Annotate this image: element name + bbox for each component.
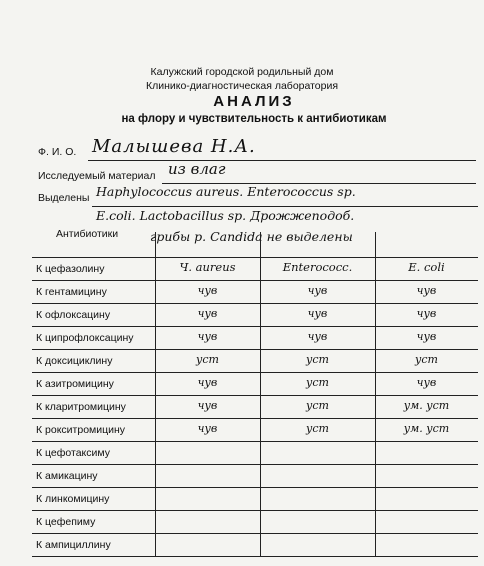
antibiotic-name: К линкомицину xyxy=(36,493,110,505)
row-divider xyxy=(32,257,478,258)
antibiotic-name: К амикацину xyxy=(36,470,98,482)
antibiotic-name: К гентамицину xyxy=(36,286,107,298)
row-divider xyxy=(32,418,478,419)
antibiotic-name: К доксициклину xyxy=(36,355,113,367)
row-divider xyxy=(32,441,478,442)
laboratory-name: Клинико-диагностическая лаборатория xyxy=(145,80,339,92)
antibiotic-name: К цефазолину xyxy=(36,263,105,275)
antibiotic-name: К цефепиму xyxy=(36,516,96,528)
row-divider xyxy=(32,395,478,396)
sensitivity-value: чув xyxy=(307,307,328,320)
row-divider xyxy=(32,464,478,465)
isolated-line-3: грибы р. Candida не выделены xyxy=(150,229,353,244)
sensitivity-value: чув xyxy=(416,376,437,389)
row-divider xyxy=(32,556,478,557)
row-divider xyxy=(32,510,478,511)
isolated-line-2: E.coli. Lactobacillus sp. Дрожжеподоб. xyxy=(96,208,355,223)
material-value: из влаг xyxy=(168,160,226,178)
form-title: АНАЛИЗ xyxy=(213,93,295,110)
antibiotics-header: Антибиотики xyxy=(56,228,119,240)
sensitivity-value: ум. уст xyxy=(403,399,450,412)
sensitivity-value: чув xyxy=(416,307,437,320)
row-divider xyxy=(32,487,478,488)
row-divider xyxy=(32,303,478,304)
antibiotic-name: К ципрофлоксацину xyxy=(36,332,134,344)
column-header: Enterococc. xyxy=(282,260,353,274)
fio-label: Ф. И. О. xyxy=(38,146,77,158)
row-divider xyxy=(32,533,478,534)
sensitivity-value: чув xyxy=(197,284,218,297)
antibiotic-name: К кларитромицину xyxy=(36,401,126,413)
antibiotic-name: К ампициллину xyxy=(36,539,111,551)
antibiotic-name: К азитромицину xyxy=(36,378,114,390)
sensitivity-value: чув xyxy=(307,330,328,343)
row-divider xyxy=(32,326,478,327)
row-divider xyxy=(32,372,478,373)
material-label: Исследуемый материал xyxy=(38,170,156,182)
sensitivity-value: чув xyxy=(197,376,218,389)
sensitivity-value: ум. уст xyxy=(403,422,450,435)
sensitivity-value: чув xyxy=(197,399,218,412)
sensitivity-value: чув xyxy=(197,307,218,320)
row-divider xyxy=(32,349,478,350)
column-header: E. coli xyxy=(408,260,445,274)
fio-value: Малышева Н.А. xyxy=(92,136,256,157)
sensitivity-value: чув xyxy=(197,330,218,343)
sensitivity-value: уст xyxy=(306,422,329,435)
organization-name: Калужский городской родильный дом xyxy=(150,66,334,78)
fio-underline xyxy=(88,160,476,161)
antibiotic-name: К цефотаксиму xyxy=(36,447,110,459)
antibiotic-name: К рокситромицину xyxy=(36,424,126,436)
row-divider xyxy=(32,280,478,281)
sensitivity-value: чув xyxy=(307,284,328,297)
sensitivity-value: уст xyxy=(306,353,329,366)
sensitivity-value: уст xyxy=(196,353,219,366)
isolated-label: Выделены xyxy=(38,192,90,204)
sensitivity-value: чув xyxy=(416,284,437,297)
sensitivity-value: чув xyxy=(197,422,218,435)
isolated-underline-1 xyxy=(92,206,478,207)
sensitivity-value: уст xyxy=(415,353,438,366)
sensitivity-value: уст xyxy=(306,399,329,412)
form-subtitle: на флору и чувствительность к антибиотикам xyxy=(121,113,387,125)
column-header: Ч. aureus xyxy=(179,260,236,274)
sensitivity-value: уст xyxy=(306,376,329,389)
isolated-line-1: Haphylococcus aureus. Enterococcus sp. xyxy=(96,184,356,199)
sensitivity-value: чув xyxy=(416,330,437,343)
antibiotic-name: К офлоксацину xyxy=(36,309,111,321)
